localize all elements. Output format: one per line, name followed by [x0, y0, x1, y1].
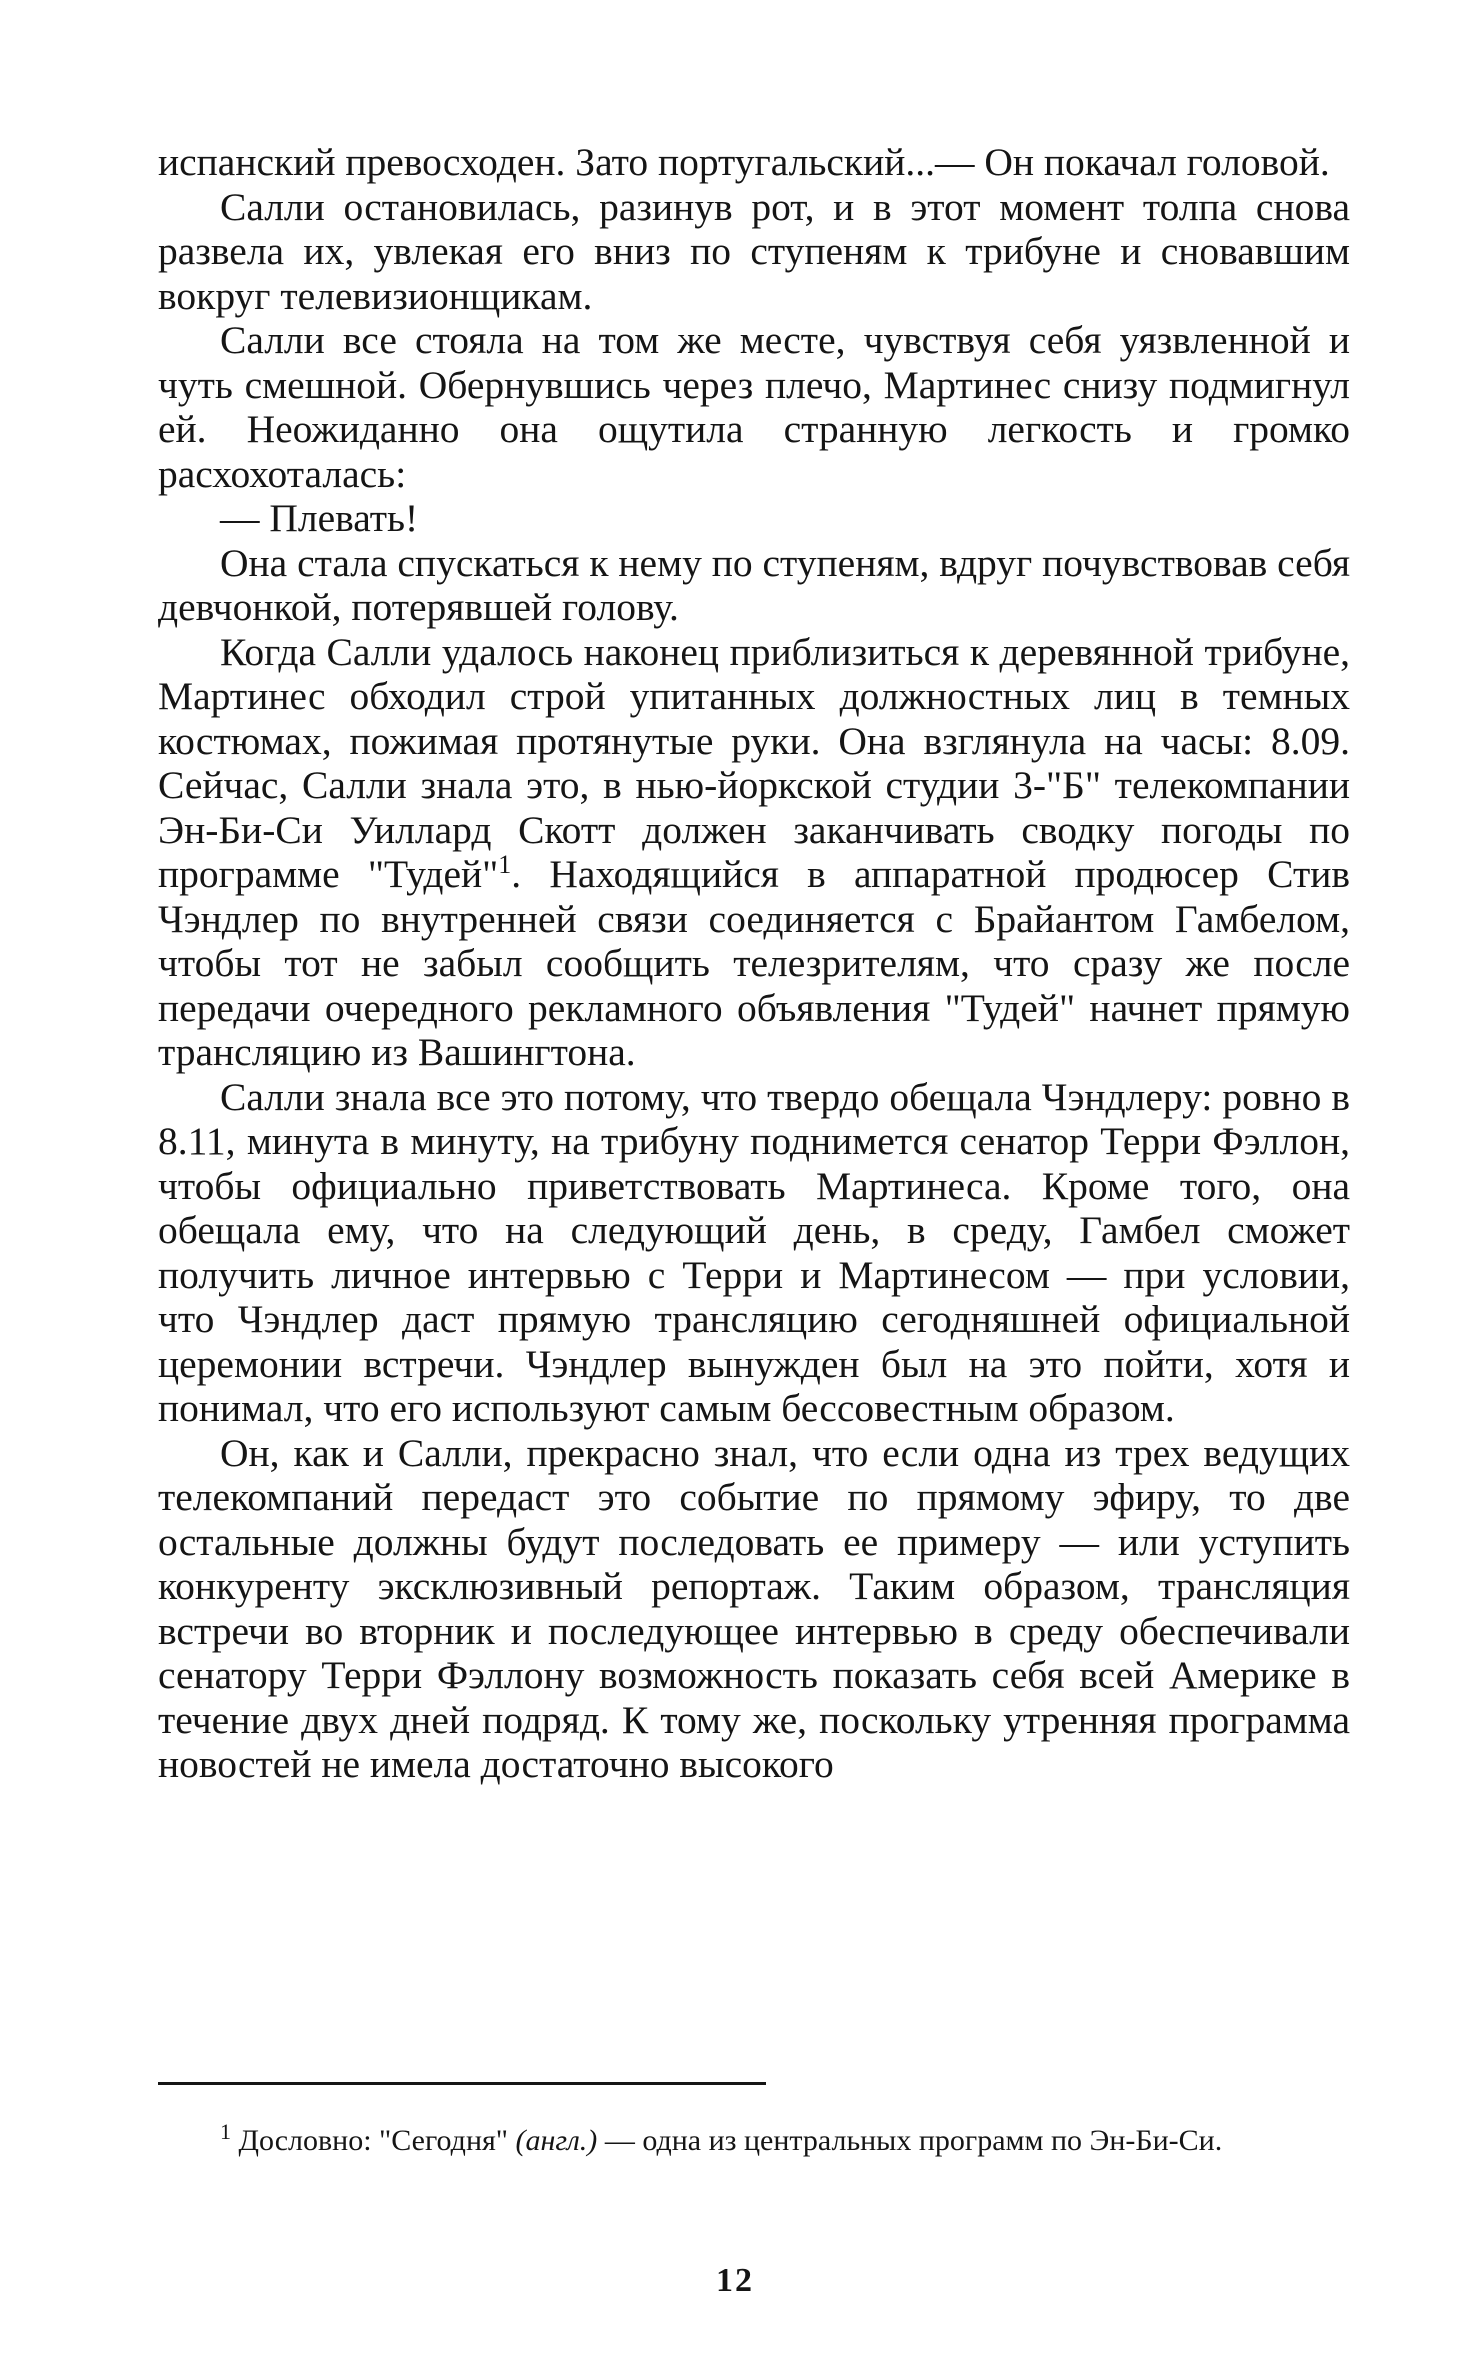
footnote [158, 2119, 1350, 2160]
page-number: 12 [716, 2262, 754, 2299]
footnote-divider [158, 2082, 766, 2085]
paragraph-6-text: Когда Салли удалось наконец приблизиться к деревянной трибуне, Мартинес обходил строй упитанных должностных лиц в темных костюмах, пожимая протянутые руки. Она взглянула на часы: 8.09. Сейчас, Салли знала это, в нью-йоркской студии 3-"Б" телекомпании Эн-Би-Си Уиллард Скотт должен заканчивать сводку погоды по программе "Тудей" [158, 629, 1350, 896]
paragraph-6-continuation: . Находящийся в аппаратной продюсер Стив Чэндлер по внутренней связи соединяется с Брайантом Гамбелом, чтобы тот не забыл сообщить телезрителям, что сразу же после передачи очередного рекламного объявления "Тудей" начнет прямую трансляцию из Вашингтона. [158, 852, 1350, 1074]
paragraph-3: Салли все стояла на том же месте, чувствуя себя уязвленной и чуть смешной. Обернувшись через плечо, Мартинес снизу подмигнул ей. Неожиданно она ощутила странную легкость и громко расхохоталась: [158, 318, 1350, 496]
footnote-reference: 1 [498, 849, 512, 879]
footnote-mark: 1 [220, 2119, 231, 2144]
footnote-text-after: — одна из центральных программ по Эн-Би-Си. [597, 2124, 1223, 2157]
paragraph-5: Она стала спускаться к нему по ступеням, вдруг почувствовав себя девчонкой, потерявшей голову. [158, 540, 1350, 629]
paragraph-4-exclamation: — Плевать! [220, 496, 419, 540]
paragraph-2: Салли остановилась, разинув рот, и в этот момент толпа снова развела их, увлекая его вниз по ступеням к трибуне и сновавшим вокруг телевизионщикам. [158, 184, 1350, 318]
paragraph-6 [158, 630, 1350, 1075]
page-body [158, 140, 1350, 1787]
paragraph-8: Он, как и Салли, прекрасно знал, что если одна из трех ведущих телекомпаний передаст это событие по прямому эфиру, то две остальные должны будут последовать ее примеру — или уступить конкуренту эксклюзивный репортаж. Таким образом, трансляция встречи во вторник и последующее интервью в среду обеспечивали сенатору Терри Фэллону возможность показать себя всей Америке в течение двух дней подряд. К тому же, поскольку утренняя программа новостей не имела достаточно высокого [158, 1430, 1350, 1786]
footnote-text-before: Дословно: "Сегодня" [238, 2124, 516, 2157]
paragraph-1: испанский превосходен. Зато португальский...— Он покачал головой. [158, 140, 1330, 184]
footnote-italic-note: (англ.) [515, 2124, 598, 2157]
paragraph-7: Салли знала все это потому, что твердо обещала Чэндлеру: ровно в 8.11, минута в минуту, на трибуну поднимется сенатор Терри Фэллон, чтобы официально приветствовать Мартинеса. Кроме того, она обещала ему, что на следующий день, в среду, Гамбел сможет получить личное интервью с Терри и Мартинесом — при условии, что Чэндлер даст прямую трансляцию сегодняшней официальной церемонии встречи. Чэндлер вынужден был на это пойти, хотя и понимал, что его используют самым бессовестным образом. [158, 1074, 1350, 1430]
